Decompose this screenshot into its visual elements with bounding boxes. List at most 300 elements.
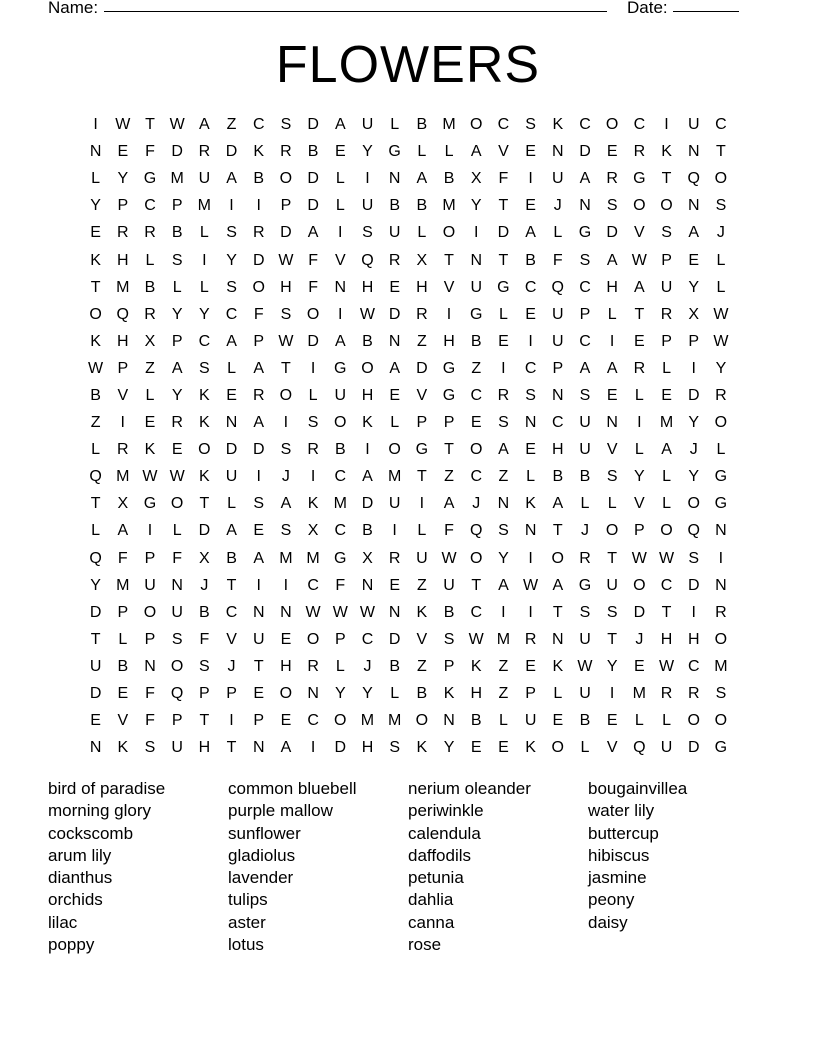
grid-letter: P [144, 630, 156, 648]
grid-letter: G [143, 170, 157, 188]
grid-letter: L [662, 468, 671, 486]
word-item: lilac [48, 912, 78, 932]
grid-letter: O [605, 522, 619, 540]
grid-letter: E [470, 739, 482, 757]
grid-letter: R [606, 170, 618, 188]
grid-letter: C [307, 712, 319, 730]
grid-letter: O [279, 170, 293, 188]
grid-letter: L [335, 657, 345, 675]
grid-letter: E [334, 143, 346, 161]
grid-letter: C [225, 603, 238, 621]
grid-letter: E [525, 197, 536, 215]
grid-letter: B [144, 278, 156, 296]
grid-letter: U [334, 386, 347, 404]
grid-letter: C [361, 630, 374, 648]
grid-letter: H [198, 739, 211, 757]
grid-letter: P [661, 251, 672, 269]
grid-letter: R [198, 143, 211, 161]
grid-row [82, 545, 737, 572]
grid-letter: P [552, 359, 564, 377]
grid-letter: S [443, 630, 455, 648]
grid-letter: H [552, 441, 564, 459]
grid-letter: I [256, 468, 261, 486]
grid-letter: L [227, 359, 236, 377]
grid-letter: H [416, 278, 428, 296]
grid-letter: U [579, 414, 591, 432]
grid-letter: Z [416, 332, 427, 350]
grid-letter: H [443, 332, 455, 350]
grid-letter: R [117, 441, 129, 459]
grid-letter: K [199, 386, 210, 404]
grid-letter: H [280, 657, 292, 675]
grid-letter: M [197, 197, 211, 215]
grid-letter: N [715, 576, 727, 594]
word-item: lotus [228, 935, 264, 955]
grid-letter: Y [715, 359, 727, 377]
grid-letter: C [225, 305, 238, 323]
grid-letter: I [120, 414, 125, 432]
grid-letter: D [307, 332, 319, 350]
grid-letter: I [365, 170, 370, 188]
grid-letter: C [524, 278, 537, 296]
grid-row [82, 517, 737, 544]
grid-letter: L [580, 495, 590, 513]
grid-letter: A [443, 495, 455, 513]
grid-letter: O [334, 414, 347, 432]
word-list [48, 778, 768, 956]
grid-letter: Z [498, 685, 509, 703]
grid-letter: O [660, 197, 673, 215]
grid-letter: B [443, 603, 455, 621]
grid-letter: O [89, 305, 102, 323]
grid-letter: V [606, 739, 618, 757]
grid-letter: G [497, 278, 510, 296]
grid-letter: U [524, 712, 537, 730]
grid-letter: U [252, 630, 265, 648]
word-item: calendula [408, 823, 481, 843]
grid-letter: I [609, 332, 615, 350]
grid-letter: S [362, 224, 373, 242]
grid-letter: A [606, 251, 618, 269]
grid-letter: O [279, 685, 293, 703]
grid-row [82, 626, 737, 653]
grid-letter: A [280, 739, 292, 757]
grid-letter: R [144, 305, 156, 323]
grid-letter: X [199, 549, 210, 567]
grid-letter: V [416, 386, 428, 404]
grid-letter: H [687, 630, 700, 648]
grid-letter: S [280, 522, 292, 540]
word-item: common bluebell [228, 779, 357, 798]
grid-letter: E [280, 712, 292, 730]
grid-letter: S [199, 359, 210, 377]
word-item: hibiscus [588, 845, 650, 865]
grid-letter: H [280, 278, 292, 296]
grid-letter: R [633, 143, 646, 161]
grid-letter: E [634, 332, 645, 350]
grid-letter: C [307, 576, 319, 594]
grid-letter: E [661, 386, 672, 404]
grid-letter: D [198, 522, 211, 540]
grid-letter: W [631, 549, 647, 567]
grid-letter: D [171, 143, 183, 161]
grid-letter: C [687, 657, 700, 675]
grid-letter: H [117, 332, 129, 350]
grid-letter: L [662, 712, 671, 730]
grid-letter: I [93, 116, 98, 134]
grid-letter: A [307, 224, 319, 242]
grid-letter: X [470, 170, 482, 188]
grid-letter: O [306, 630, 320, 648]
grid-letter: Q [687, 170, 700, 188]
grid-letter: V [606, 441, 618, 459]
grid-letter: C [334, 468, 347, 486]
grid-letter: M [170, 170, 184, 188]
grid-letter: Y [362, 143, 373, 161]
grid-letter: K [416, 603, 428, 621]
grid-letter: Y [688, 278, 700, 296]
grid-letter: N [307, 685, 319, 703]
grid-letter: U [552, 170, 564, 188]
date-label: Date: [627, 0, 668, 17]
grid-row [82, 490, 737, 517]
grid-letter: O [714, 630, 728, 648]
grid-letter: A [606, 359, 618, 377]
grid-letter: K [552, 116, 564, 134]
grid-letter: W [359, 305, 376, 323]
grid-letter: B [416, 685, 428, 703]
grid-letter: Y [171, 305, 183, 323]
grid-letter: O [143, 603, 157, 621]
grid-row [82, 734, 737, 761]
grid-letter: E [389, 576, 400, 594]
grid-letter: N [552, 630, 564, 648]
grid-letter: E [117, 685, 129, 703]
grid-letter: F [335, 576, 346, 594]
grid-letter: O [551, 739, 564, 757]
grid-letter: L [172, 522, 182, 540]
grid-letter: T [661, 170, 672, 188]
grid-letter: T [226, 739, 237, 757]
word-item: daisy [588, 912, 628, 932]
grid-letter: W [169, 468, 185, 486]
grid-letter: E [525, 441, 536, 459]
grid-letter: T [416, 468, 427, 486]
grid-letter: I [283, 576, 289, 594]
letter-grid [82, 111, 737, 761]
grid-letter: B [416, 197, 428, 215]
grid-letter: R [252, 386, 265, 404]
grid-letter: U [443, 576, 455, 594]
grid-letter: L [634, 441, 644, 459]
grid-letter: W [713, 305, 729, 323]
grid-letter: L [335, 170, 345, 188]
grid-letter: N [361, 576, 374, 594]
grid-letter: S [661, 224, 672, 242]
grid-letter: P [416, 414, 428, 432]
grid-letter: E [389, 278, 400, 296]
grid-letter: K [253, 143, 265, 161]
grid-letter: T [607, 549, 618, 567]
grid-letter: I [310, 739, 316, 757]
grid-letter: C [497, 116, 510, 134]
grid-letter: A [362, 468, 373, 486]
grid-letter: T [444, 251, 454, 269]
grid-letter: S [579, 251, 591, 269]
grid-letter: C [579, 116, 591, 134]
grid-letter: N [171, 576, 183, 594]
grid-letter: A [117, 522, 129, 540]
grid-letter: D [307, 170, 319, 188]
grid-letter: U [552, 305, 564, 323]
grid-row [82, 246, 737, 273]
grid-letter: D [388, 305, 401, 323]
grid-letter: N [470, 251, 482, 269]
grid-letter: T [471, 576, 482, 594]
grid-letter: Z [444, 468, 454, 486]
grid-letter: K [199, 414, 210, 432]
grid-letter: T [552, 603, 563, 621]
grid-letter: G [334, 359, 347, 377]
grid-letter: L [118, 630, 128, 648]
grid-letter: C [579, 332, 591, 350]
grid-letter: Y [688, 414, 700, 432]
grid-letter: F [308, 278, 318, 296]
grid-letter: X [416, 251, 428, 269]
grid-letter: B [334, 441, 346, 459]
grid-letter: M [333, 495, 347, 513]
grid-letter: A [661, 441, 672, 459]
grid-letter: I [528, 549, 533, 567]
grid-letter: O [687, 712, 700, 730]
grid-letter: G [469, 305, 483, 323]
grid-letter: O [633, 197, 646, 215]
grid-letter: N [687, 197, 700, 215]
grid-letter: M [360, 712, 375, 730]
grid-letter: N [524, 414, 537, 432]
grid-letter: A [579, 359, 591, 377]
grid-letter: D [497, 224, 510, 242]
grid-letter: Z [226, 116, 237, 134]
grid-letter: C [252, 116, 265, 134]
grid-letter: Z [471, 359, 482, 377]
grid-letter: L [553, 685, 563, 703]
grid-letter: I [338, 224, 343, 242]
grid-letter: N [524, 522, 537, 540]
grid-row [82, 274, 737, 301]
word-item: orchids [48, 890, 103, 910]
grid-letter: B [226, 549, 237, 567]
grid-letter: Y [117, 170, 129, 188]
grid-letter: C [334, 522, 347, 540]
grid-letter: D [334, 739, 347, 757]
grid-letter: L [335, 197, 345, 215]
word-item: peony [588, 890, 635, 910]
grid-row [82, 219, 737, 246]
grid-letter: I [528, 170, 533, 188]
name-blank-line [104, 11, 607, 12]
grid-letter: R [144, 224, 156, 242]
word-column [48, 778, 228, 956]
grid-letter: T [661, 603, 672, 621]
grid-letter: G [388, 143, 401, 161]
grid-letter: I [664, 116, 669, 134]
grid-letter: A [416, 170, 428, 188]
grid-letter: J [716, 224, 725, 242]
grid-letter: D [280, 224, 292, 242]
grid-letter: X [688, 305, 700, 323]
grid-letter: C [470, 386, 482, 404]
grid-row [82, 328, 737, 355]
grid-letter: V [498, 143, 509, 161]
grid-letter: N [334, 278, 347, 296]
grid-letter: J [553, 197, 562, 215]
grid-letter: K [552, 657, 564, 675]
grid-letter: O [306, 305, 320, 323]
grid-letter: L [199, 224, 209, 242]
grid-letter: E [144, 414, 156, 432]
grid-letter: M [116, 278, 130, 296]
name-label: Name: [48, 0, 99, 17]
grid-letter: R [633, 359, 646, 377]
grid-letter: Q [89, 549, 102, 567]
grid-letter: E [253, 685, 265, 703]
grid-letter: E [525, 143, 536, 161]
word-item: daffodils [408, 845, 472, 865]
grid-letter: C [144, 197, 156, 215]
grid-letter: U [361, 197, 374, 215]
grid-letter: P [171, 197, 183, 215]
grid-letter: T [498, 197, 509, 215]
grid-row [82, 382, 737, 409]
grid-letter: E [606, 143, 618, 161]
grid-letter: I [147, 522, 153, 540]
grid-letter: A [498, 441, 509, 459]
grid-letter: A [253, 414, 265, 432]
grid-letter: O [279, 386, 293, 404]
grid-letter: S [525, 386, 536, 404]
grid-letter: L [91, 522, 101, 540]
grid-letter: G [714, 468, 728, 486]
grid-letter: L [716, 251, 726, 269]
grid-letter: R [171, 414, 183, 432]
grid-letter: Y [606, 657, 618, 675]
grid-letter: W [332, 603, 348, 621]
grid-letter: E [117, 143, 129, 161]
grid-letter: D [579, 143, 591, 161]
grid-letter: W [441, 549, 457, 567]
grid-row [82, 138, 737, 165]
grid-letter: M [116, 576, 130, 594]
word-item: jasmine [588, 868, 647, 888]
grid-letter: L [390, 414, 400, 432]
grid-letter: S [307, 414, 319, 432]
grid-row [82, 572, 737, 599]
grid-letter: A [171, 359, 183, 377]
grid-letter: M [387, 712, 402, 730]
grid-letter: S [171, 630, 183, 648]
grid-letter: H [361, 386, 374, 404]
grid-letter: M [387, 468, 402, 486]
word-item: canna [408, 912, 455, 932]
grid-letter: L [498, 712, 508, 730]
grid-letter: B [552, 468, 564, 486]
grid-letter: C [470, 603, 482, 621]
grid-letter: B [525, 251, 536, 269]
grid-letter: E [226, 386, 237, 404]
word-item: morning glory [48, 801, 151, 821]
grid-letter: U [552, 332, 564, 350]
grid-letter: N [280, 603, 292, 621]
grid-letter: I [691, 603, 696, 621]
grid-letter: L [417, 143, 427, 161]
grid-letter: U [660, 739, 673, 757]
grid-letter: D [89, 685, 102, 703]
grid-letter: A [470, 143, 482, 161]
grid-letter: R [660, 685, 673, 703]
word-column [408, 778, 588, 956]
grid-letter: R [117, 224, 129, 242]
grid-letter: H [361, 278, 374, 296]
grid-letter: L [199, 278, 209, 296]
grid-letter: A [389, 359, 400, 377]
grid-row [82, 301, 737, 328]
word-item: sunflower [228, 823, 301, 843]
grid-letter: U [171, 603, 183, 621]
grid-letter: E [498, 739, 509, 757]
grid-letter: A [688, 224, 700, 242]
grid-letter: E [606, 712, 618, 730]
grid-letter: T [145, 116, 155, 134]
grid-letter: F [444, 522, 454, 540]
grid-letter: F [199, 630, 210, 648]
grid-letter: T [199, 712, 210, 730]
grid-letter: W [305, 603, 321, 621]
grid-letter: S [498, 414, 509, 432]
grid-letter: P [253, 332, 265, 350]
grid-letter: N [144, 657, 156, 675]
grid-letter: N [579, 197, 591, 215]
grid-letter: L [227, 495, 236, 513]
grid-letter: I [501, 359, 506, 377]
grid-letter: L [308, 386, 318, 404]
grid-letter: K [661, 143, 672, 161]
grid-letter: B [253, 170, 265, 188]
grid-letter: F [172, 549, 183, 567]
grid-letter: I [202, 251, 207, 269]
grid-letter: T [607, 630, 618, 648]
grid-letter: S [144, 739, 156, 757]
word-item: arum lily [48, 845, 112, 865]
grid-letter: R [579, 549, 591, 567]
grid-letter: P [117, 603, 129, 621]
grid-letter: Y [498, 549, 509, 567]
word-item: periwinkle [408, 801, 484, 821]
grid-letter: W [88, 359, 104, 377]
grid-letter: J [580, 522, 589, 540]
grid-letter: O [714, 170, 728, 188]
grid-letter: Y [688, 468, 700, 486]
grid-letter: R [497, 386, 510, 404]
grid-letter: B [90, 386, 101, 404]
grid-letter: T [199, 495, 210, 513]
word-item: bird of paradise [48, 779, 166, 798]
grid-letter: B [307, 143, 319, 161]
grid-letter: E [90, 224, 101, 242]
grid-letter: D [252, 441, 265, 459]
grid-letter: N [552, 386, 564, 404]
grid-letter: U [198, 170, 211, 188]
